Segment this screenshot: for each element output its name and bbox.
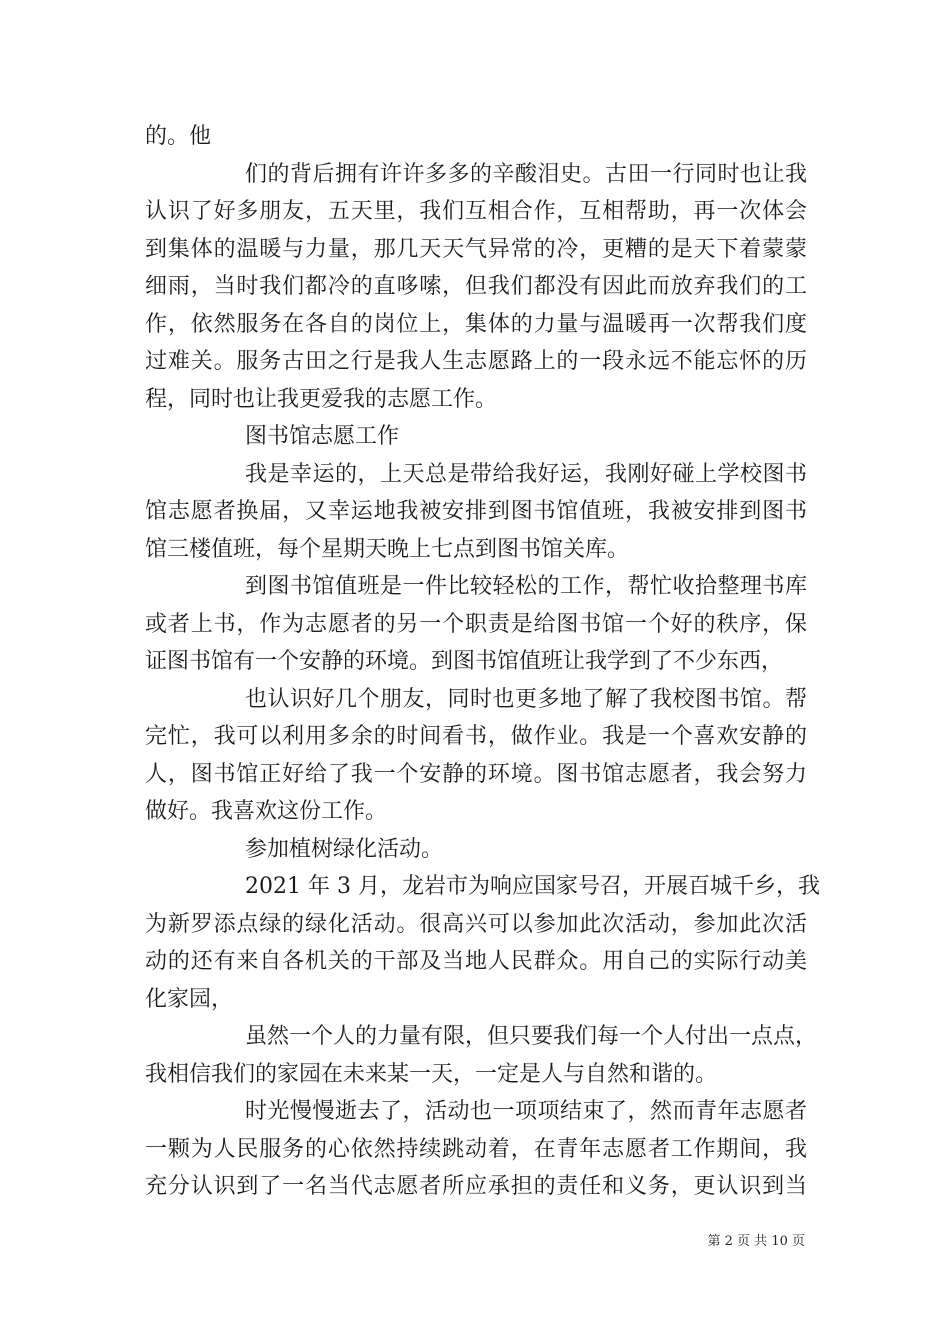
text-line: 我是幸运的，上天总是带给我好运，我刚好碰上学校图书 [245,461,807,487]
text-line: 也认识好几个朋友，同时也更多地了解了我校图书馆。帮 [245,686,807,712]
text-line: 我相信我们的家园在未来某一天，一定是人与自然和谐的。 [145,1061,718,1087]
text-line: 动的还有来自各机关的干部及当地人民群众。用自己的实际行动美 [145,949,807,974]
text-line: 细雨，当时我们都冷的直哆嗦，但我们都没有因此而放弃我们的工 [145,274,807,299]
text-line: 做好。我喜欢这份工作。 [145,799,388,824]
text-line: 过难关。服务古田之行是我人生志愿路上的一段永远不能忘怀的历 [145,349,807,374]
text-line: 充分认识到了一名当代志愿者所应承担的责任和义务，更认识到当 [145,1174,807,1199]
text-line: 的。他 [145,124,212,149]
text-line: 人，图书馆正好给了我一个安静的环境。图书馆志愿者，我会努力 [145,761,807,787]
text-line: 馆三楼值班，每个星期天晚上七点到图书馆关库。 [145,536,630,562]
text-line: 证图书馆有一个安静的环境。到图书馆值班让我学到了不少东西， [145,649,784,674]
text-line: 虽然一个人的力量有限，但只要我们每一个人付出一点点， [245,1024,818,1049]
text-line: 一颗为人民服务的心依然持续跳动着，在青年志愿者工作期间，我 [145,1136,807,1162]
text-line: 为新罗添点绿的绿化活动。很高兴可以参加此次活动，参加此次活 [145,911,807,937]
text-line: 化家园， [145,986,234,1012]
text-line: 们的背后拥有许许多多的辛酸泪史。古田一行同时也让我 [245,161,807,187]
text-line: 作，依然服务在各自的岗位上，集体的力量与温暖再一次帮我们度 [145,311,807,337]
text-line: 图书馆志愿工作 [245,424,400,449]
page-number-footer: 第 2 页 共 10 页 [707,1234,805,1249]
document-body [145,118,820,1206]
text-line: 参加植树绿化活动。 [245,836,444,862]
text-line: 馆志愿者换届，又幸运地我被安排到图书馆值班，我被安排到图书 [145,499,807,524]
text-line: 或者上书，作为志愿者的另一个职责是给图书馆一个好的秩序，保 [145,611,807,637]
text-line: 程，同时也让我更爱我的志愿工作。 [145,386,498,412]
text-line: 到图书馆值班是一件比较轻松的工作，帮忙收拾整理书库 [245,574,807,599]
text-line: 完忙，我可以利用多余的时间看书，做作业。我是一个喜欢安静的 [145,724,807,749]
text-line: 时光慢慢逝去了，活动也一项项结束了，然而青年志愿者 [245,1099,807,1124]
text-line: 到集体的温暖与力量，那几天天气异常的冷，更糟的是天下着蒙蒙 [145,236,807,262]
text-line: 2021 年 3 月，龙岩市为响应国家号召，开展百城千乡，我 [245,874,820,899]
text-line: 认识了好多朋友，五天里，我们互相合作，互相帮助，再一次体会 [145,199,807,224]
